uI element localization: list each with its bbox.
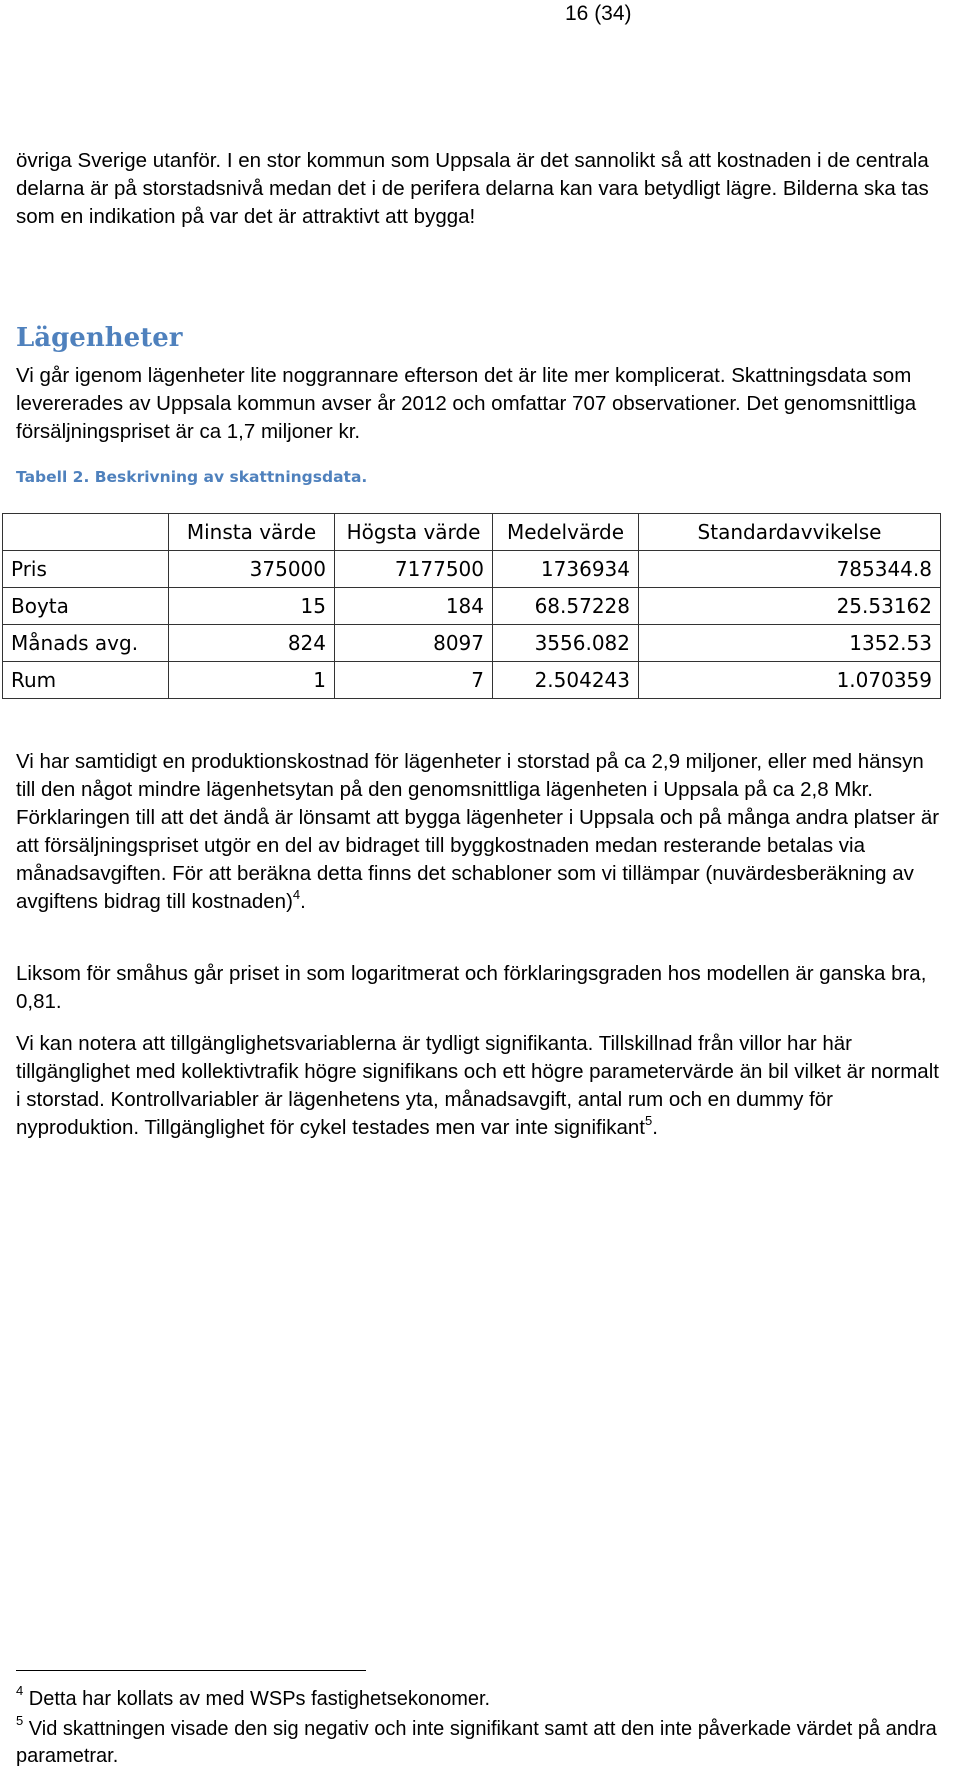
body-paragraph-1	[16, 748, 946, 916]
footnote-divider	[16, 1670, 366, 1671]
table-cell: 7	[335, 662, 493, 699]
footnote-ref: 4	[292, 887, 301, 902]
table-row	[3, 625, 941, 662]
table-cell: 824	[169, 625, 335, 662]
body-paragraph-1-end: .	[300, 890, 306, 913]
table-header-cell	[3, 514, 169, 551]
table-cell: 25.53162	[639, 588, 941, 625]
table-row	[3, 551, 941, 588]
row-label: Rum	[3, 662, 169, 699]
table-cell: 1.070359	[639, 662, 941, 699]
table-cell: 7177500	[335, 551, 493, 588]
body-paragraph-3	[16, 1030, 946, 1142]
footnote	[16, 1683, 946, 1713]
table-header-cell: Minsta värde	[169, 514, 335, 551]
body-paragraph-3-end: .	[652, 1116, 658, 1139]
table-cell: 2.504243	[493, 662, 639, 699]
row-label: Månads avg.	[3, 625, 169, 662]
footnote	[16, 1713, 946, 1770]
table-cell: 1	[169, 662, 335, 699]
table-row	[3, 588, 941, 625]
body-paragraph-3-text: Vi kan notera att tillgänglighetsvariablerna är tydligt signifikanta. Tillskillnad från villor har här tillgänglighet med kollektivtrafik högre signifikans och ett högre parametervärde än bil vilket är normalt i storstad. Kontrollvariabler är lägenhetens yta, månadsavgift, antal rum och en dummy för nyproduktion. Tillgänglighet för cykel testades men var inte signifikant	[16, 1032, 939, 1139]
table-cell: 68.57228	[493, 588, 639, 625]
table-row	[3, 662, 941, 699]
table-cell: 8097	[335, 625, 493, 662]
row-label: Pris	[3, 551, 169, 588]
footnote-text: Detta har kollats av med WSPs fastighetsekonomer.	[23, 1688, 491, 1710]
row-label: Boyta	[3, 588, 169, 625]
table-cell: 785344.8	[639, 551, 941, 588]
table-header-cell: Medelvärde	[493, 514, 639, 551]
footnote-number: 4	[16, 1683, 24, 1698]
section-heading: Lägenheter	[16, 323, 183, 353]
table-cell: 15	[169, 588, 335, 625]
body-paragraph-2: Liksom för småhus går priset in som logaritmerat och förklaringsgraden hos modellen är ganska bra, 0,81.	[16, 962, 927, 1013]
footnote-text: Vid skattningen visade den sig negativ och inte signifikant samt att den inte påverkade värdet på andra parametrar.	[16, 1718, 937, 1767]
intro-paragraph: övriga Sverige utanför. I en stor kommun som Uppsala är det sannolikt så att kostnaden i de centrala delarna är på storstadsnivå medan det i de perifera delarna kan vara betydligt lägre. Bilderna ska tas som en indikation på var det är attraktivt att bygga!	[16, 149, 929, 228]
table-header-row	[3, 514, 941, 551]
table-header-cell: Standardavvikelse	[639, 514, 941, 551]
table-cell: 184	[335, 588, 493, 625]
footnote-ref: 5	[645, 1113, 653, 1128]
footnote-number: 5	[16, 1713, 24, 1728]
table-cell: 375000	[169, 551, 335, 588]
table-caption: Tabell 2. Beskrivning av skattningsdata.	[16, 468, 368, 486]
table-cell: 3556.082	[493, 625, 639, 662]
stats-table	[2, 513, 941, 699]
body-paragraph-1-text: Vi har samtidigt en produktionskostnad för lägenheter i storstad på ca 2,9 miljoner, eller med hänsyn till den något mindre lägenhetsytan på den genomsnittliga lägenheten i Uppsala på ca 2,8 Mkr. Förklaringen till att det ändå är lönsamt att bygga lägenheter i Uppsala och på många andra platser är att försäljningspriset utgör en del av bidraget till byggkostnaden medan resterande betalas via månadsavgiften. För att beräkna detta finns det schabloner som vi tillämpar (nuvärdesberäkning av avgiftens bidrag till kostnaden)	[16, 750, 940, 913]
table-cell: 1736934	[493, 551, 639, 588]
table-cell: 1352.53	[639, 625, 941, 662]
section-body: Vi går igenom lägenheter lite noggrannare efterson det är lite mer komplicerat. Skattningsdata som levererades av Uppsala kommun avser år 2012 och omfattar 707 observationer. Det genomsnittliga försäljningspriset är ca 1,7 miljoner kr.	[16, 364, 917, 443]
page-number: 16 (34)	[565, 2, 632, 25]
table-header-cell: Högsta värde	[335, 514, 493, 551]
